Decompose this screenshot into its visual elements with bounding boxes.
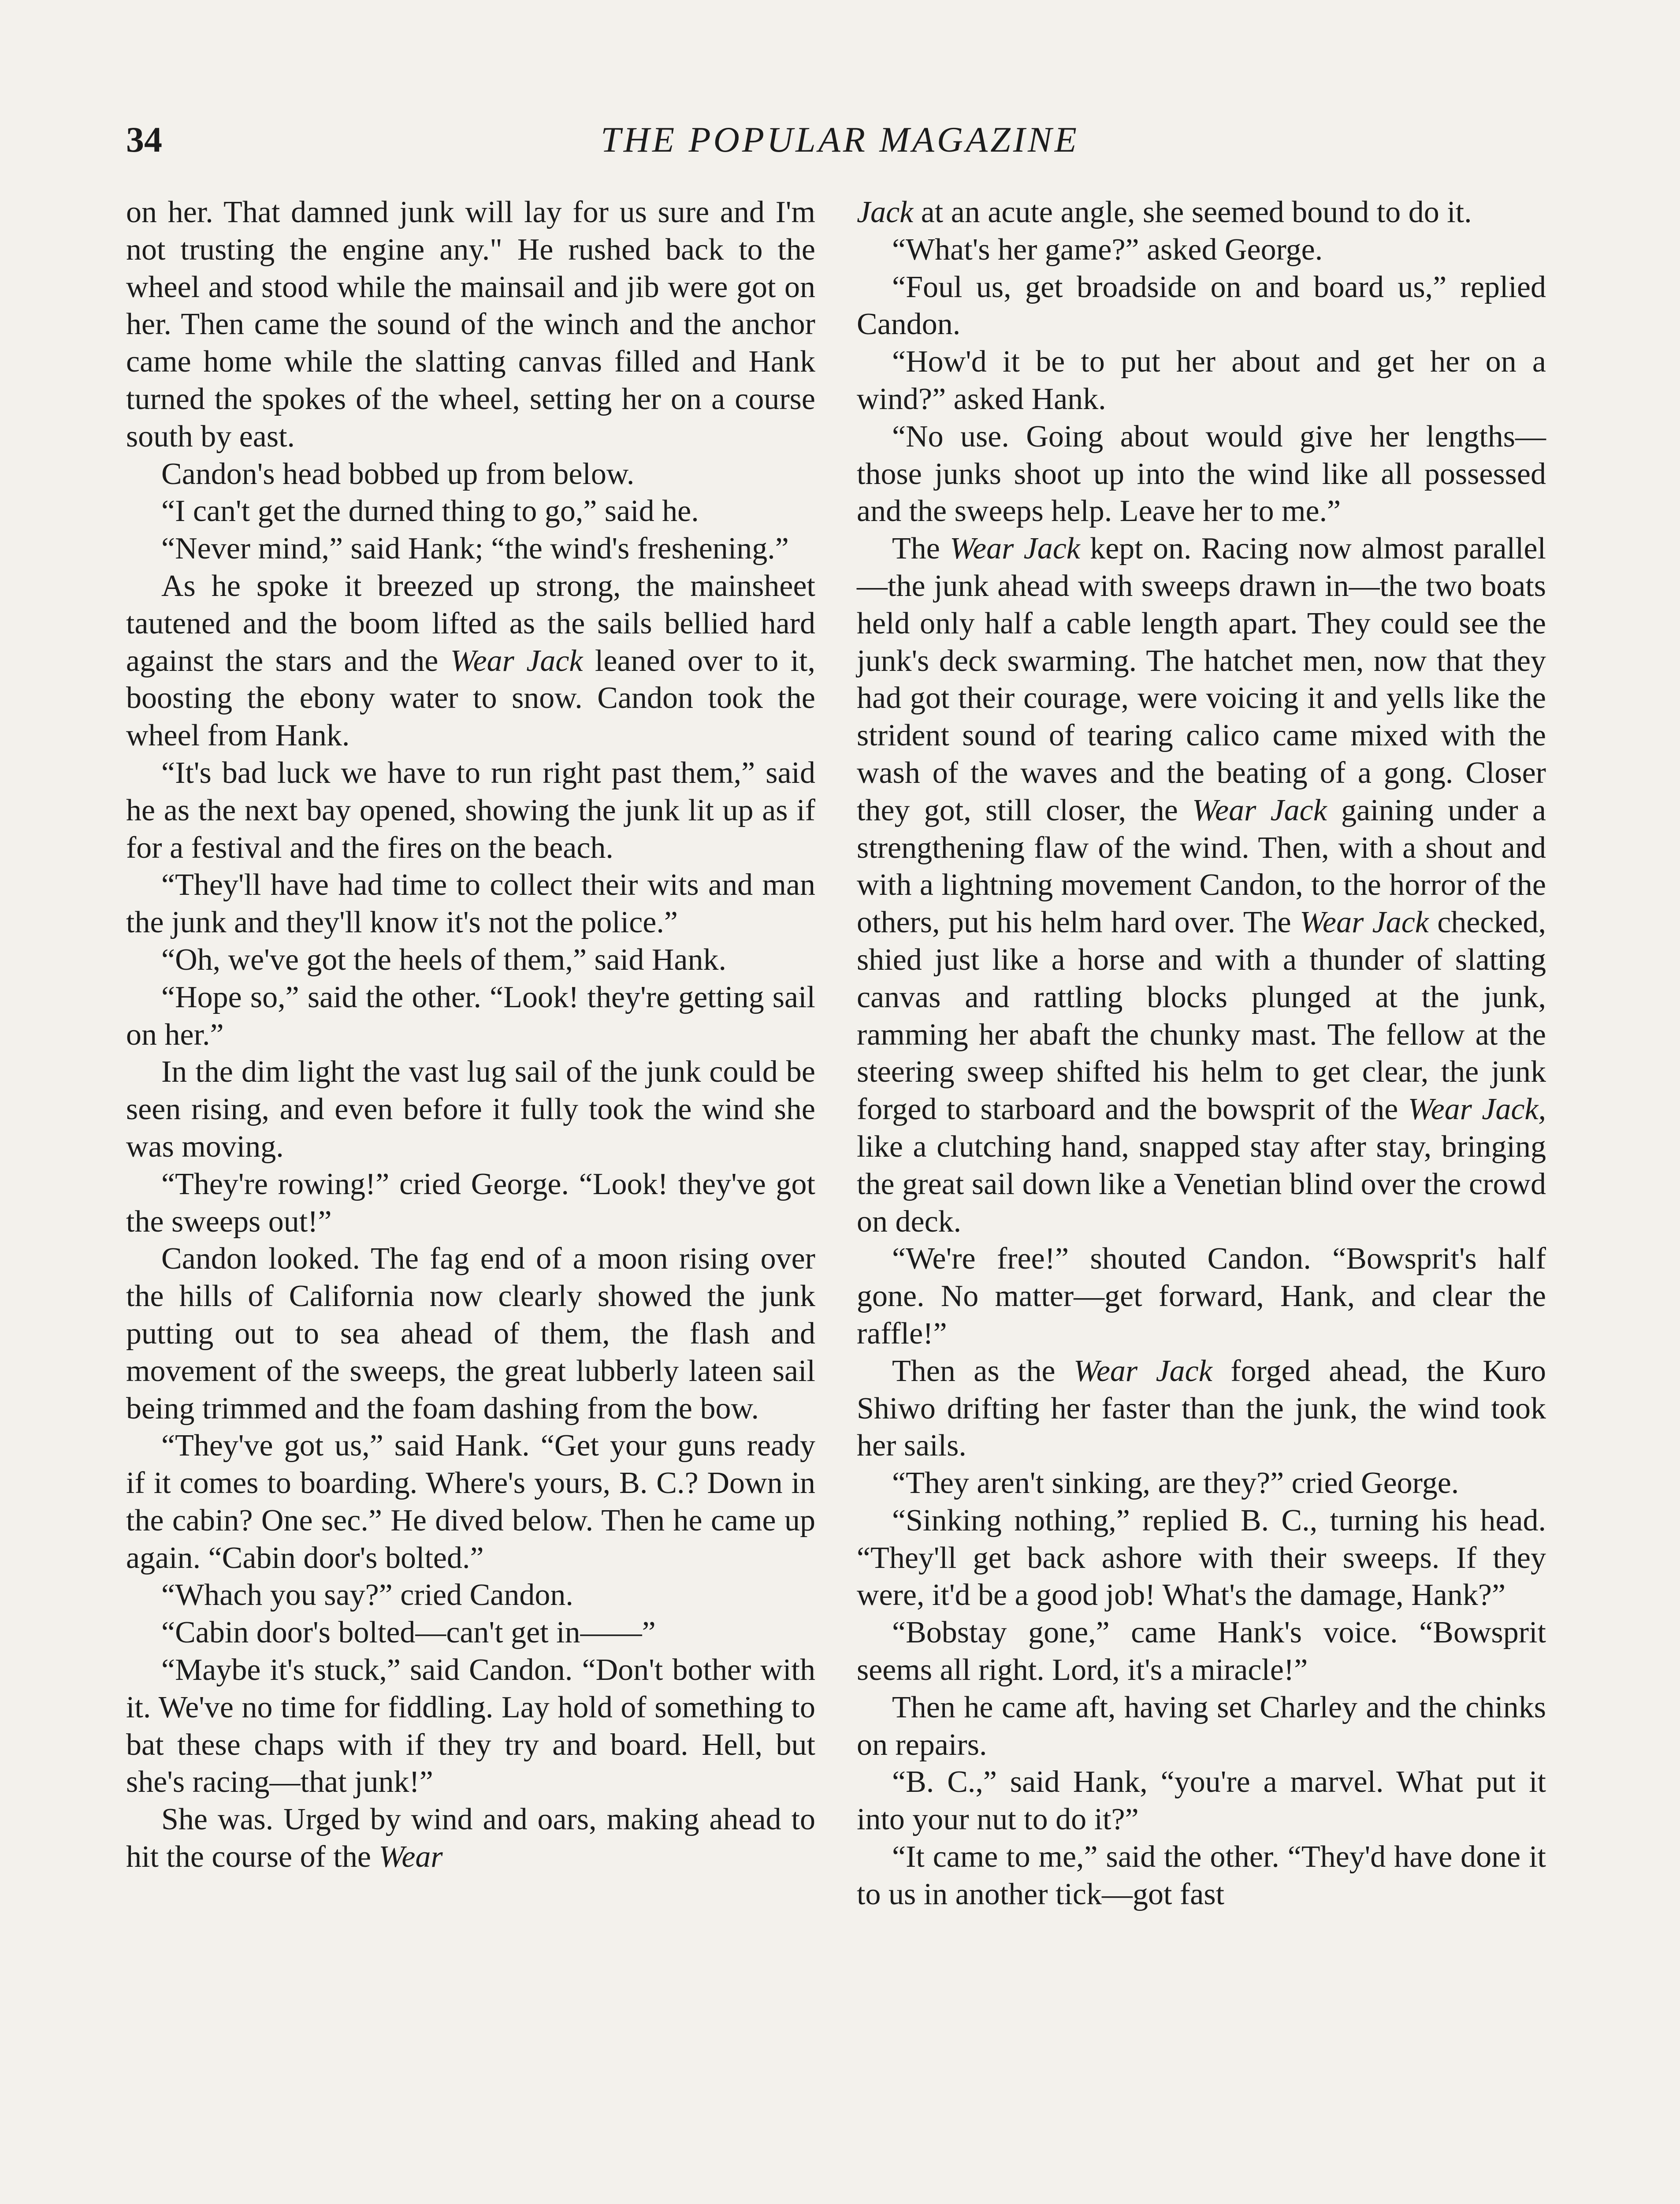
text-run: She was. Urged by wind and oars, making ahead to hit the course of the bbox=[126, 1802, 815, 1874]
text-run: “They're rowing!” cried George. “Look! they've got the sweeps out!” bbox=[126, 1167, 815, 1239]
boat-name: Wear Jack bbox=[1073, 1354, 1212, 1388]
paragraph bbox=[857, 1764, 1546, 1839]
boat-name: Wear bbox=[379, 1840, 443, 1874]
boat-name: Wear Jack bbox=[950, 532, 1080, 566]
text-run: “Maybe it's stuck,” said Candon. “Don't bother with it. We've no time for fiddling. Lay hold of something to bat these chaps with if they try and board. Hell, but she's racing—that junk!” bbox=[126, 1653, 815, 1799]
paragraph bbox=[857, 231, 1546, 269]
paragraph bbox=[857, 1353, 1546, 1465]
paragraph bbox=[126, 456, 815, 493]
text-run: “It's bad luck we have to run right past them,” said he as the next bay opened, showing the junk lit up as if for a festival and the fires on the beach. bbox=[126, 756, 815, 865]
text-run: “Sinking nothing,” replied B. C., turning his head. “They'll get back ashore with their sweeps. If they were, it'd be a good job! What's the damage, Hank?” bbox=[857, 1503, 1546, 1612]
running-title: THE POPULAR MAGAZINE bbox=[601, 119, 1079, 160]
paragraph bbox=[857, 1240, 1546, 1352]
text-run: “No use. Going about would give her lengths—those junks shoot up into the wind like all possessed and the sweeps help. Leave her to me.” bbox=[857, 419, 1546, 529]
paragraph bbox=[126, 1577, 815, 1614]
text-run: leaned over to it, boosting the ebony water to snow. Candon took the wheel from Hank. bbox=[126, 644, 815, 753]
paragraph bbox=[126, 1054, 815, 1165]
text-run: “How'd it be to put her about and get her on a wind?” asked Hank. bbox=[857, 345, 1546, 416]
text-run: Candon's head bobbed up from below. bbox=[161, 457, 635, 491]
text-run: Candon looked. The fag end of a moon rising over the hills of California now clearly showed the junk putting out to sea ahead of them, the flash and movement of the sweeps, the great lubberly lateen sail being trimmed and the foam dashing from the bow. bbox=[126, 1242, 815, 1426]
paragraph bbox=[126, 867, 815, 942]
paragraph bbox=[126, 979, 815, 1054]
text-run: “It came to me,” said the other. “They'd have done it to us in another tick—got fast bbox=[857, 1840, 1546, 1911]
paragraph bbox=[126, 1652, 815, 1801]
paragraph bbox=[126, 1801, 815, 1876]
left-text-column bbox=[126, 194, 815, 1876]
paragraph bbox=[126, 568, 815, 755]
boat-name: Wear Jack bbox=[1300, 905, 1429, 940]
paragraph bbox=[126, 1614, 815, 1652]
paragraph bbox=[126, 1166, 815, 1241]
paragraph bbox=[857, 1614, 1546, 1689]
text-run: As he spoke it breezed up strong, the mainsheet tautened and the boom lifted as the sails bellied hard against the stars and the bbox=[126, 569, 815, 678]
paragraph bbox=[126, 942, 815, 979]
text-run: “B. C.,” said Hank, “you're a marvel. What put it into your nut to do it?” bbox=[857, 1765, 1546, 1837]
paragraph bbox=[857, 269, 1546, 344]
text-run: “They've got us,” said Hank. “Get your guns ready if it comes to boarding. Where's yours, B. C.? Down in the cabin? One sec.” He dived below. Then he came up again. “Cabin door's bolted.” bbox=[126, 1429, 815, 1575]
paragraph bbox=[857, 343, 1546, 418]
paragraph bbox=[126, 755, 815, 867]
text-run: “Whach you say?” cried Candon. bbox=[161, 1578, 573, 1612]
text-run: kept on. Racing now almost parallel—the junk ahead with sweeps drawn in—the two boats held only half a cable length apart. They could see the junk's deck swarming. The hatchet men, now that they had got their courage, were voicing it and yells like the strident sound of tearing calico came mixed with the wash of the waves and the beating of a gong. Closer they got, still closer, the bbox=[857, 532, 1546, 827]
text-run: “Foul us, get broadside on and board us,” replied Candon. bbox=[857, 270, 1546, 342]
text-run: “We're free!” shouted Candon. “Bowsprit's half gone. No matter—get forward, Hank, and clear the raffle!” bbox=[857, 1242, 1546, 1351]
text-run: “What's her game?” asked George. bbox=[892, 232, 1323, 267]
page-number: 34 bbox=[126, 119, 162, 160]
text-run: “I can't get the durned thing to go,” said he. bbox=[161, 494, 699, 529]
text-run: Then he came aft, having set Charley and the chinks on repairs. bbox=[857, 1690, 1546, 1762]
text-run: “Cabin door's bolted—can't get in——” bbox=[161, 1616, 656, 1650]
text-run: on her. That damned junk will lay for us sure and I'm not trusting the engine any." He rushed back to the wheel and stood while the mainsail and jib were got on her. Then came the sound of the winch and the anchor came home while the slatting canvas filled and Hank turned the spokes of the wheel, setting her on a course south by east. bbox=[126, 195, 815, 454]
right-text-column bbox=[857, 194, 1546, 1914]
paragraph bbox=[857, 194, 1546, 231]
text-run: “Hope so,” said the other. “Look! they're getting sail on her.” bbox=[126, 980, 815, 1052]
paragraph bbox=[857, 418, 1546, 530]
text-run: checked, shied just like a horse and with a thunder of slatting canvas and rattling blocks plunged at the junk, ramming her abaft the chunky mast. The fellow at the steering sweep shifted his helm to get clear, the junk forged to starboard and the bowsprit of the bbox=[857, 905, 1546, 1127]
text-run: like a clutching hand, snapped stay after stay, bringing the great sail down like a Venetian blind over the crowd on deck. bbox=[857, 1129, 1546, 1239]
paragraph bbox=[126, 1240, 815, 1427]
text-run: “They aren't sinking, are they?” cried George. bbox=[892, 1466, 1459, 1500]
text-run: “Oh, we've got the heels of them,” said Hank. bbox=[161, 942, 726, 977]
text-run: In the dim light the vast lug sail of the junk could be seen rising, and even before it fully took the wind she was moving. bbox=[126, 1055, 815, 1164]
paragraph bbox=[857, 1502, 1546, 1614]
paragraph bbox=[126, 1427, 815, 1577]
text-run: gaining under a strengthening flaw of the wind. Then, with a shout and with a lightning movement Candon, to the horror of the others, put his helm hard over. The bbox=[857, 793, 1546, 940]
text-run: “Bobstay gone,” came Hank's voice. “Bowsprit seems all right. Lord, it's a miracle!” bbox=[857, 1616, 1546, 1687]
text-run: Then as the bbox=[892, 1354, 1074, 1388]
paragraph bbox=[126, 530, 815, 568]
paragraph bbox=[857, 1839, 1546, 1914]
boat-name: Jack bbox=[857, 195, 914, 229]
text-run: “They'll have had time to collect their wits and man the junk and they'll know it's not the police.” bbox=[126, 868, 815, 940]
boat-name: Wear Jack bbox=[450, 644, 583, 678]
boat-name: Wear Jack, bbox=[1408, 1092, 1546, 1127]
paragraph bbox=[857, 1465, 1546, 1502]
text-run: “Never mind,” said Hank; “the wind's freshening.” bbox=[161, 532, 789, 566]
paragraph bbox=[857, 1689, 1546, 1764]
paragraph bbox=[857, 530, 1546, 1240]
boat-name: Wear Jack bbox=[1192, 793, 1327, 827]
text-run: forged ahead, the Kuro Shiwo drifting her faster than the junk, the wind took her sails. bbox=[857, 1354, 1546, 1463]
text-run: The bbox=[892, 532, 950, 566]
page-header bbox=[126, 115, 1554, 168]
paragraph bbox=[126, 194, 815, 456]
text-run: at an acute angle, she seemed bound to do it. bbox=[913, 195, 1472, 229]
paragraph bbox=[126, 493, 815, 530]
